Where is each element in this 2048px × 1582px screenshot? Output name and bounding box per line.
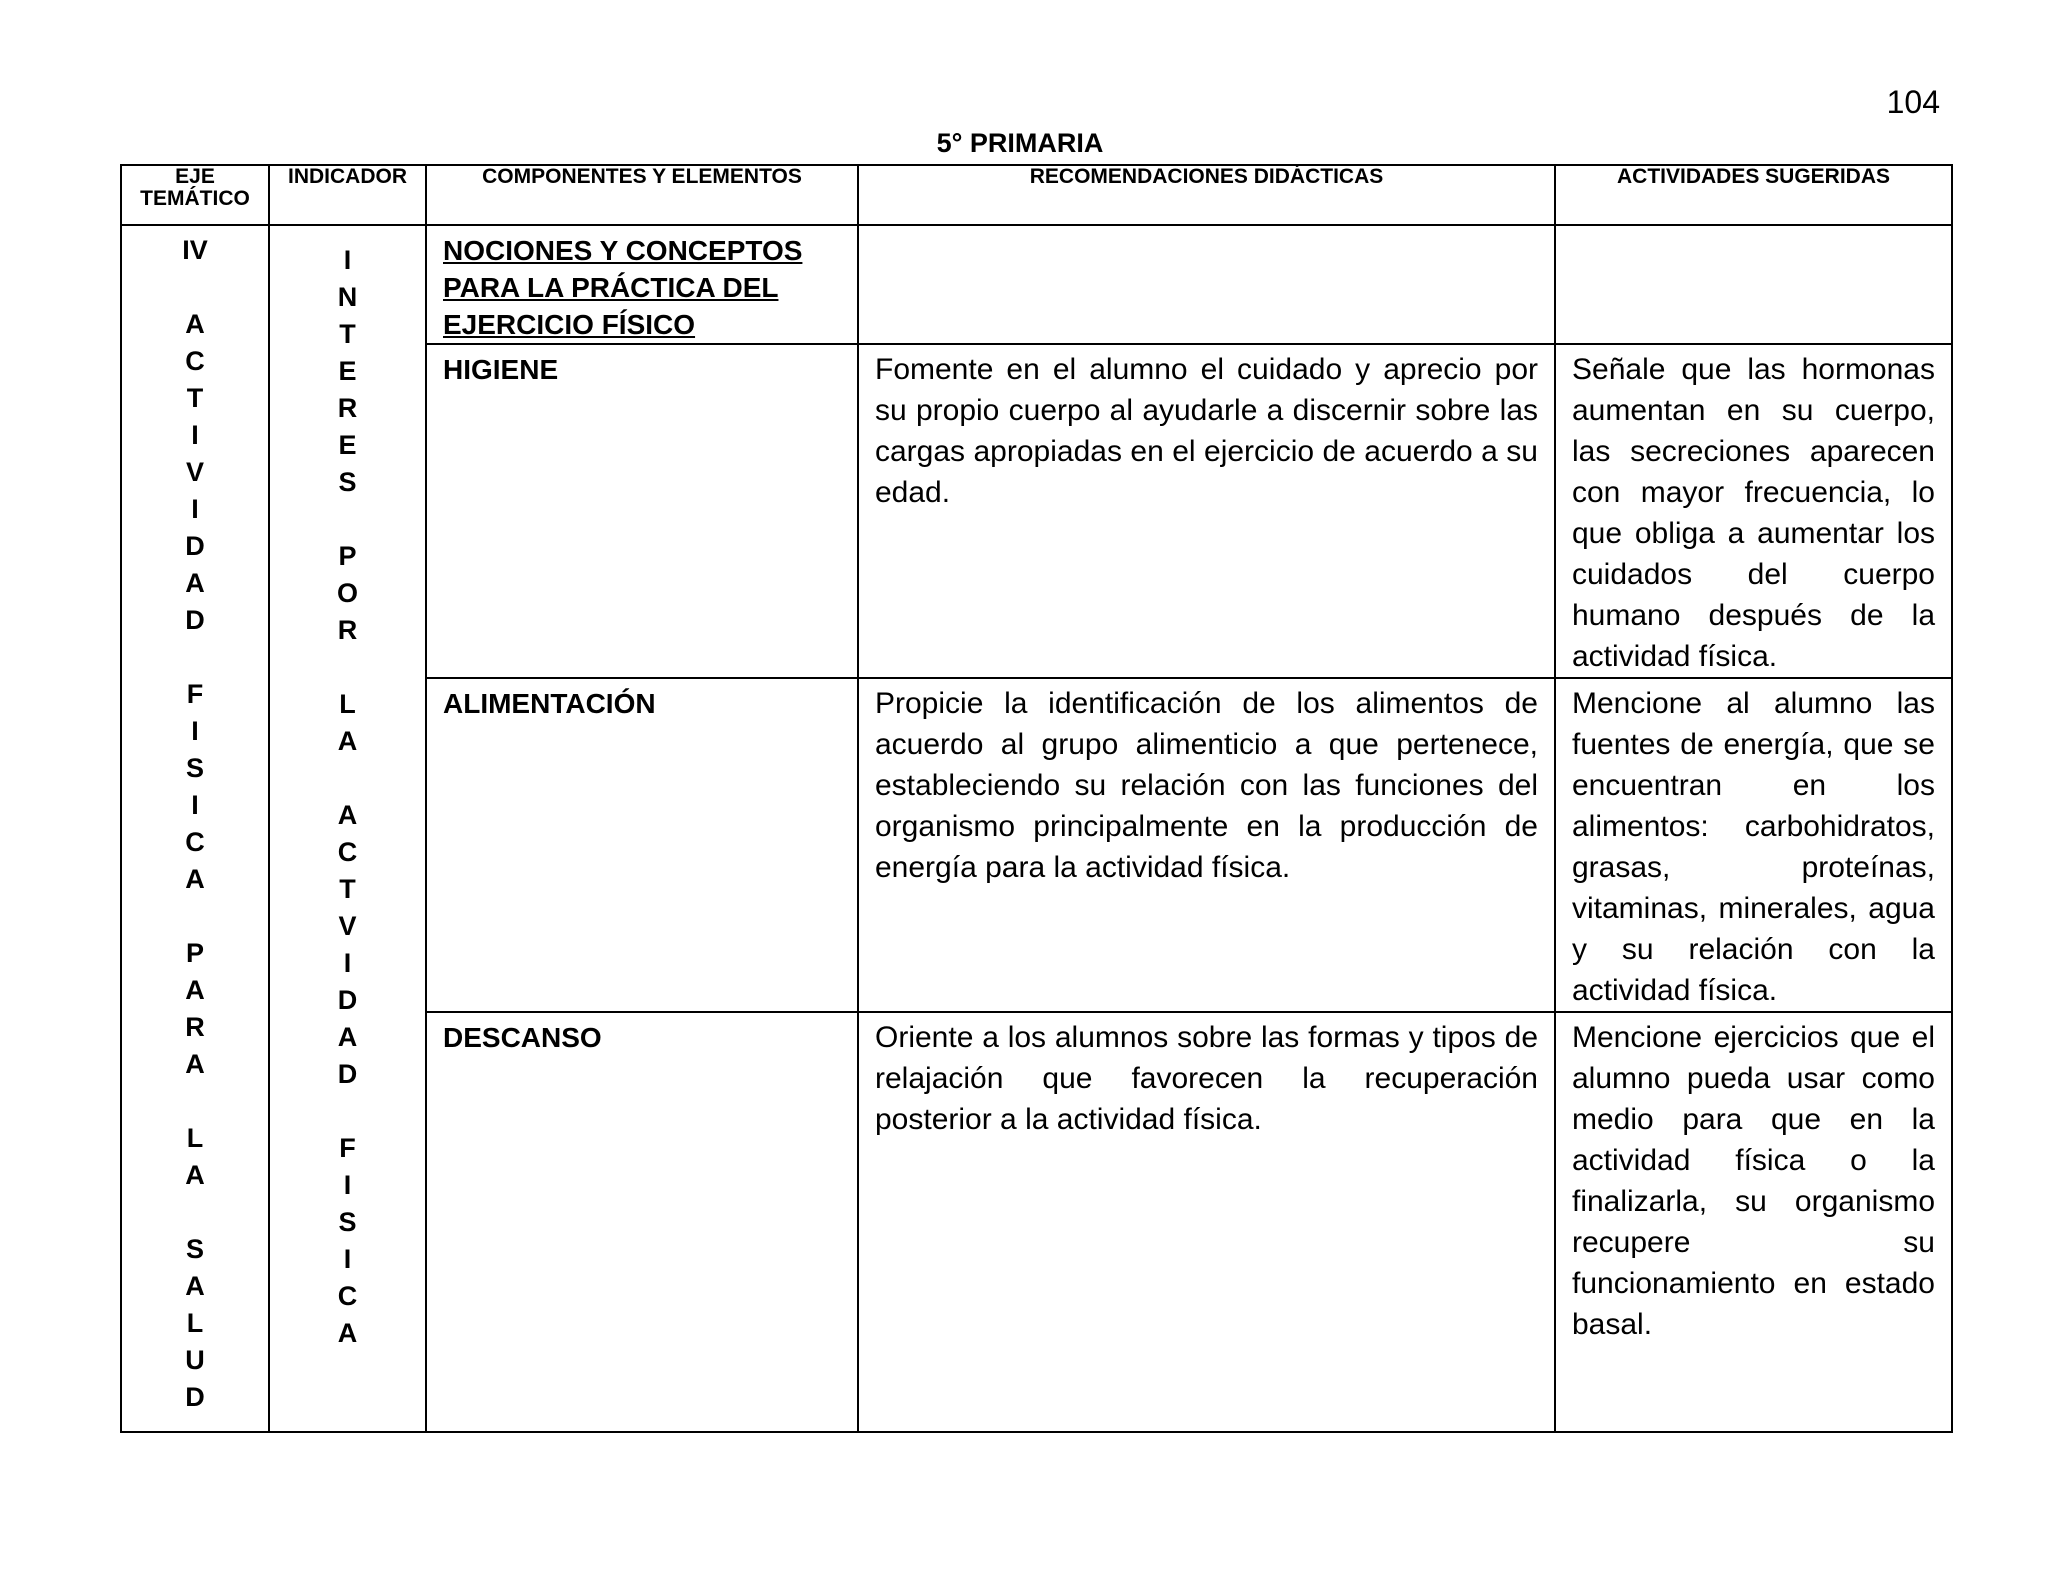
componente-cell: HIGIENE	[426, 344, 858, 678]
indicador-letter: P	[338, 541, 357, 571]
eje-tematico-letter: D	[185, 605, 205, 635]
indicador-letter: I	[343, 245, 352, 275]
actividad-cell: Mencione ejercicios que el alumno pueda usar como medio para que en la actividad física o la finalizarla, su organismo recupere su funcionamiento en estado basal.	[1555, 1012, 1952, 1432]
eje-tematico-letter: A	[185, 1160, 205, 1190]
eje-tematico-letter: S	[185, 753, 204, 783]
indicador-cell	[269, 225, 426, 1432]
indicador-letter: D	[337, 1059, 358, 1089]
indicador-letter: D	[337, 985, 358, 1015]
curriculum-table	[120, 164, 1953, 1433]
eje-tematico-letter: S	[185, 1234, 204, 1264]
eje-tematico-letter: U	[185, 1345, 205, 1375]
eje-tematico-letter: P	[185, 938, 204, 968]
eje-tematico-letter	[191, 639, 199, 676]
eje-tematico-letter: C	[185, 827, 205, 857]
eje-tematico-letter: D	[185, 1382, 205, 1412]
indicador-letter: E	[338, 430, 357, 460]
indicador-letter: S	[338, 467, 357, 497]
eje-tematico-vertical-text	[122, 232, 268, 1416]
page-number: 104	[1886, 84, 1940, 120]
eje-tematico-letter: I	[191, 790, 199, 820]
indicador-letter	[344, 649, 352, 686]
header-eje-tematico: EJE TEMÁTICO	[121, 165, 269, 225]
indicador-letter: C	[337, 1281, 358, 1311]
table-row	[121, 225, 1952, 344]
eje-tematico-letter	[191, 1083, 199, 1120]
header-indicador: INDICADOR	[269, 165, 426, 225]
eje-tematico-letter: IV	[182, 235, 208, 265]
header-componentes: COMPONENTES Y ELEMENTOS	[426, 165, 858, 225]
indicador-letter: O	[336, 578, 358, 608]
eje-tematico-letter: I	[191, 716, 199, 746]
indicador-letter: I	[343, 1244, 352, 1274]
eje-tematico-letter: A	[185, 975, 205, 1005]
eje-tematico-letter: I	[191, 494, 199, 524]
eje-tematico-letter: F	[186, 679, 204, 709]
eje-tematico-letter: C	[185, 346, 205, 376]
eje-tematico-letter: V	[185, 457, 204, 487]
indicador-letter: V	[338, 911, 357, 941]
eje-tematico-letter: A	[185, 1049, 205, 1079]
actividad-cell: Señale que las hormonas aumentan en su cuerpo, las secreciones aparecen con mayor frecuencia, lo que obliga a aumentar los cuidados del cuerpo humano después de la actividad física.	[1555, 344, 1952, 678]
eje-tematico-letter: T	[186, 383, 204, 413]
actividad-cell	[1555, 225, 1952, 344]
indicador-letter: A	[337, 726, 358, 756]
indicador-letter: N	[337, 282, 358, 312]
indicador-letter: S	[338, 1207, 357, 1237]
indicador-letter	[344, 1093, 352, 1130]
indicador-letter: A	[337, 1022, 358, 1052]
eje-tematico-letter: A	[185, 309, 205, 339]
indicador-letter: E	[338, 356, 357, 386]
componente-cell	[426, 225, 858, 344]
indicador-letter: C	[337, 837, 358, 867]
indicador-letter	[344, 501, 352, 538]
eje-tematico-letter: A	[185, 1271, 205, 1301]
eje-tematico-letter: I	[191, 420, 199, 450]
recomendacion-cell	[858, 225, 1555, 344]
indicador-letter: A	[337, 1318, 358, 1348]
eje-tematico-letter	[191, 898, 199, 935]
componente-label: NOCIONES Y CONCEPTOS PARA LA PRÁCTICA DEL EJERCICIO FÍSICO	[443, 235, 803, 340]
actividad-cell: Mencione al alumno las fuentes de energía, que se encuentran en los alimentos: carbohidratos, grasas, proteínas, vitaminas, minerales, agua y su relación con la actividad física.	[1555, 678, 1952, 1012]
indicador-vertical-text	[270, 242, 425, 1352]
recomendacion-cell: Fomente en el alumno el cuidado y aprecio por su propio cuerpo al ayudarle a discernir sobre las cargas apropiadas en el ejercicio de acuerdo a su edad.	[858, 344, 1555, 678]
indicador-letter: F	[339, 1133, 356, 1163]
eje-tematico-letter	[191, 269, 199, 306]
componente-cell: DESCANSO	[426, 1012, 858, 1432]
indicador-letter: I	[343, 948, 352, 978]
recomendacion-cell: Oriente a los alumnos sobre las formas y tipos de relajación que favorecen la recuperación posterior a la actividad física.	[858, 1012, 1555, 1432]
eje-tematico-cell	[121, 225, 269, 1432]
indicador-letter: A	[337, 800, 358, 830]
table-header-row	[121, 165, 1952, 225]
eje-tematico-letter: L	[186, 1123, 204, 1153]
indicador-letter: T	[339, 874, 356, 904]
eje-tematico-letter: D	[185, 531, 205, 561]
eje-tematico-letter: A	[185, 568, 205, 598]
header-actividades: ACTIVIDADES SUGERIDAS	[1555, 165, 1952, 225]
header-recomendaciones: RECOMENDACIONES DIDÁCTICAS	[858, 165, 1555, 225]
eje-tematico-letter: A	[185, 864, 205, 894]
eje-tematico-letter	[191, 1194, 199, 1231]
componente-cell: ALIMENTACIÓN	[426, 678, 858, 1012]
indicador-letter: I	[343, 1170, 352, 1200]
eje-tematico-letter: L	[186, 1308, 204, 1338]
recomendacion-cell: Propicie la identificación de los alimentos de acuerdo al grupo alimenticio a que pertenece, estableciendo su relación con las funciones del organismo principalmente en la producción de energía para la actividad física.	[858, 678, 1555, 1012]
eje-tematico-letter: R	[185, 1012, 205, 1042]
indicador-letter: R	[337, 615, 358, 645]
indicador-letter: R	[337, 393, 358, 423]
indicador-letter: L	[339, 689, 356, 719]
grade-title: 5° PRIMARIA	[936, 128, 1104, 158]
indicador-letter	[344, 760, 352, 797]
indicador-letter: T	[339, 319, 356, 349]
